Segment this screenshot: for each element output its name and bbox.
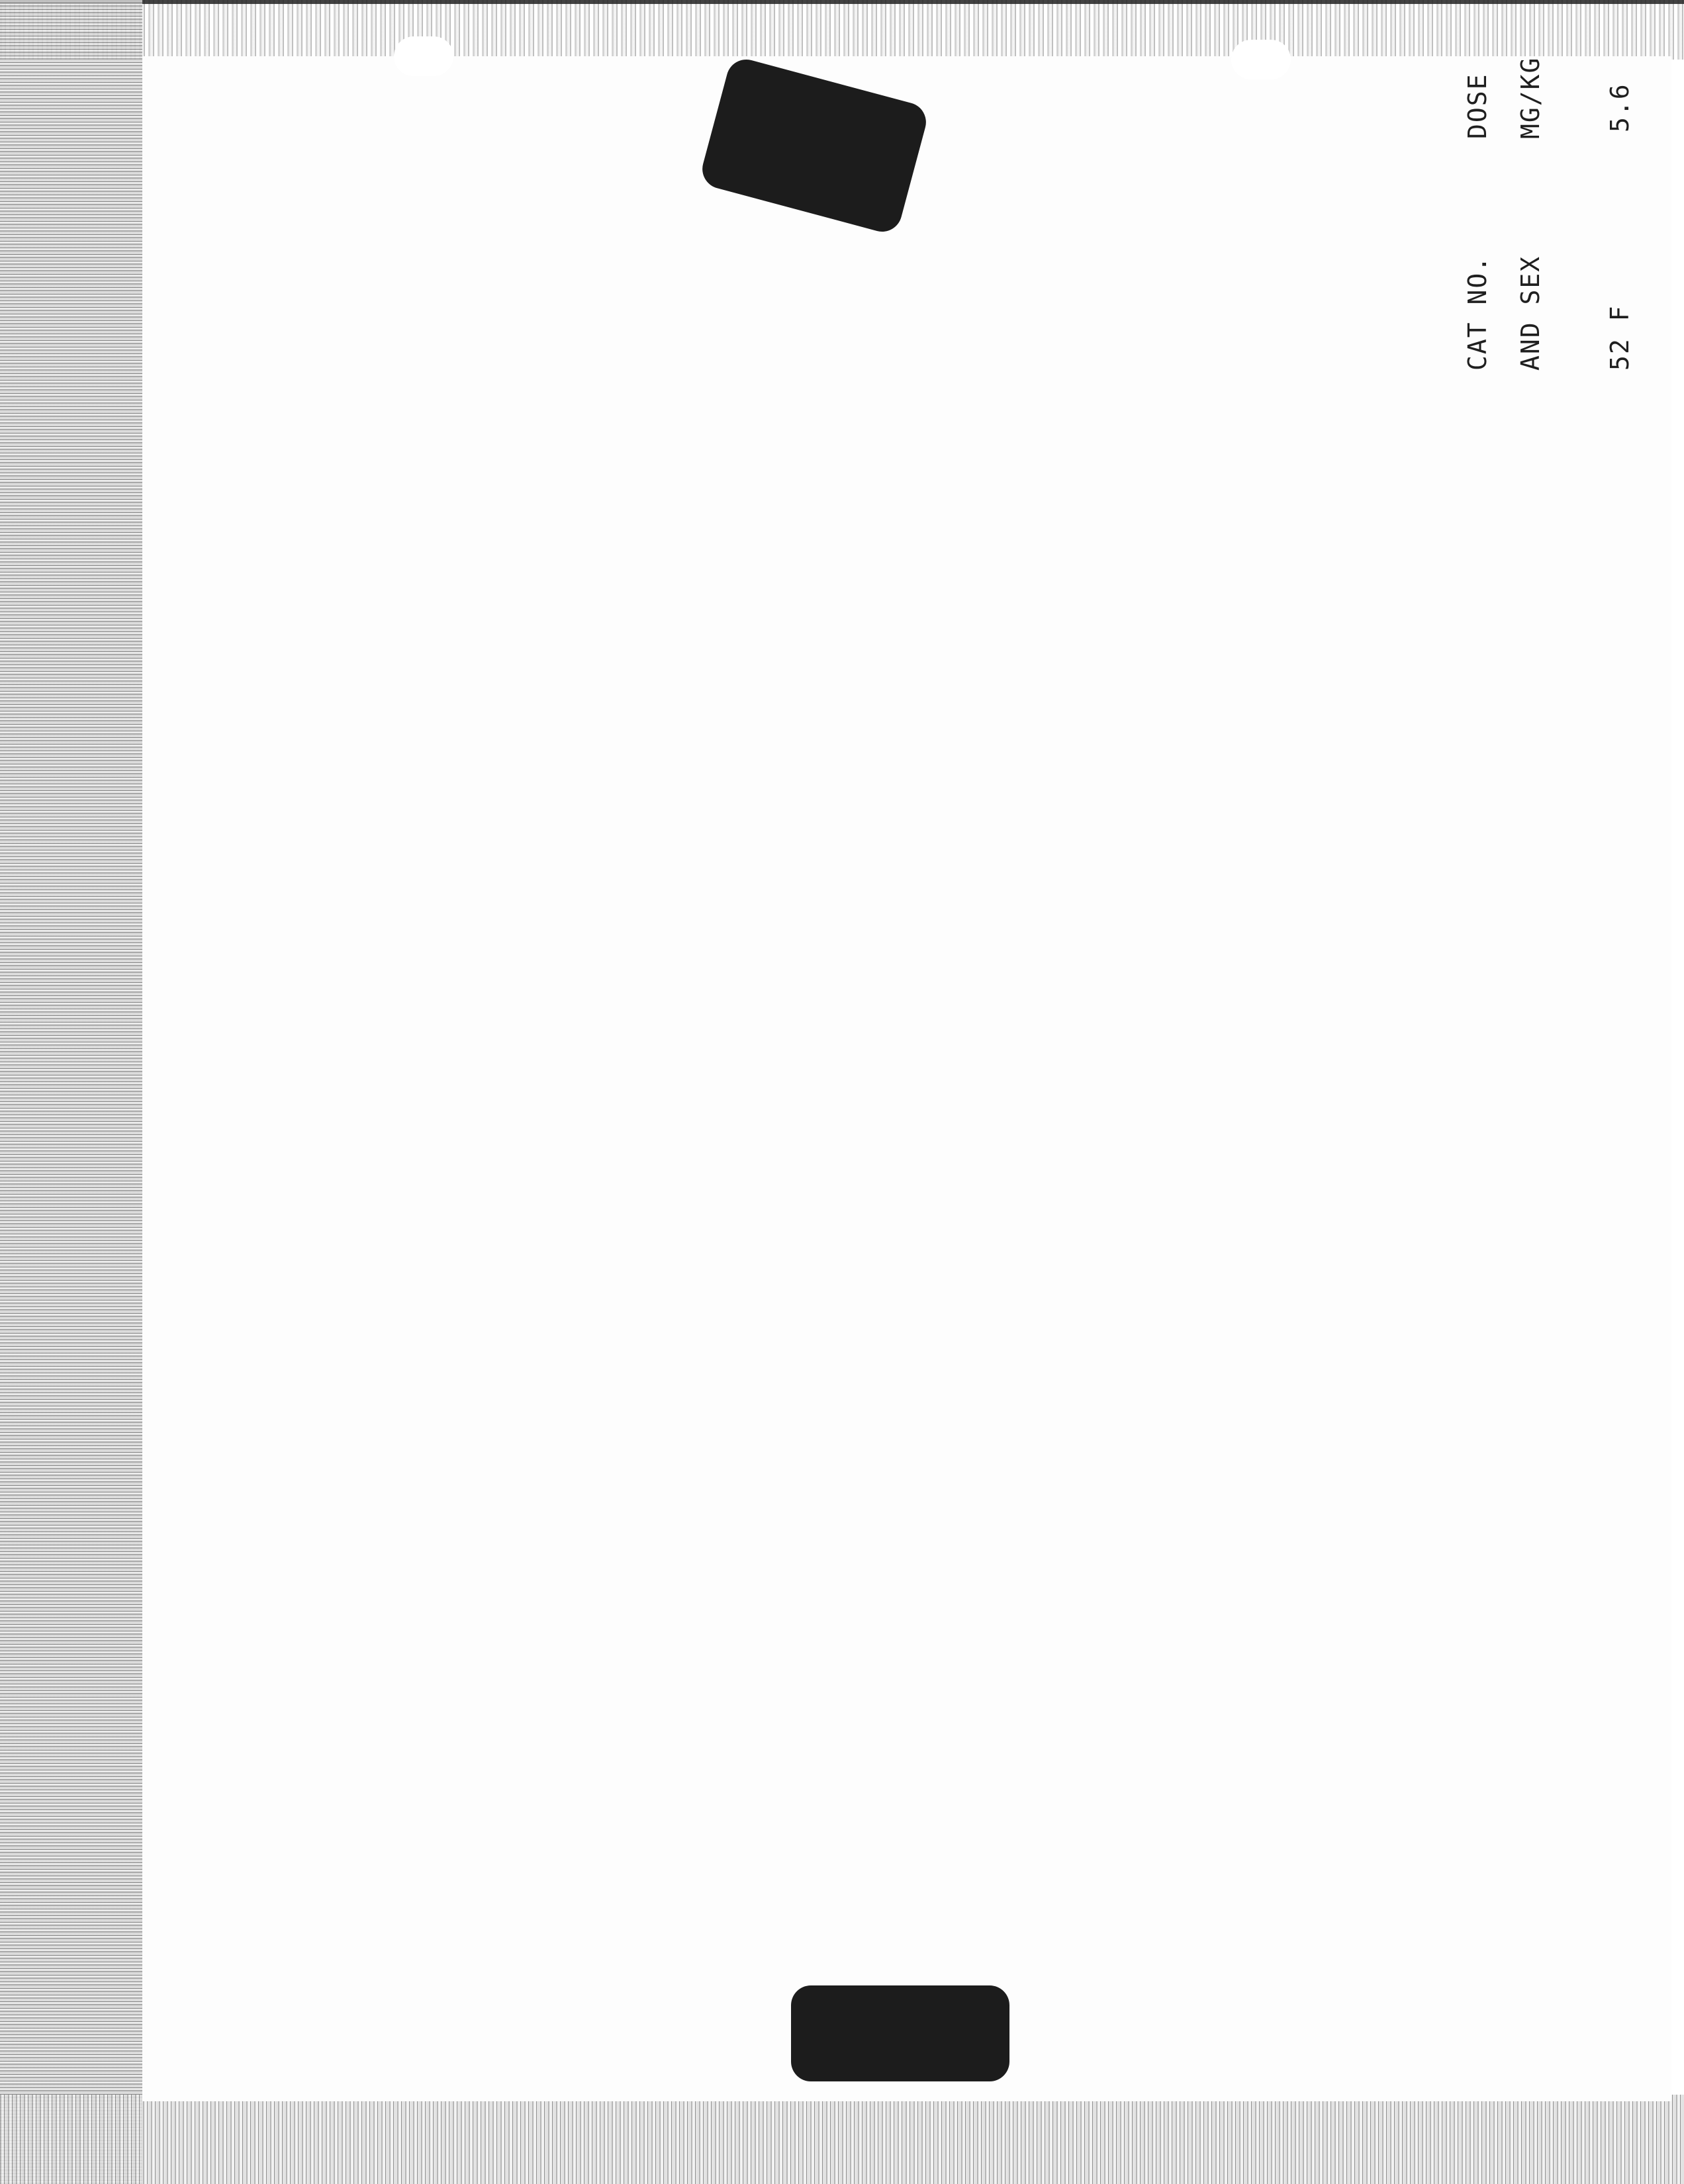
header-dose-line1: DOSE	[1463, 73, 1492, 139]
dose-value: 5.6	[1605, 83, 1634, 132]
redaction-mark-bottom	[791, 1985, 1009, 2081]
scan-edge-bottom	[0, 2095, 1684, 2184]
header-cat-line1: CAT NO.	[1463, 255, 1492, 371]
header-cat-line2: AND SEX	[1516, 255, 1545, 371]
punch-hole-top	[394, 36, 453, 76]
rotated-document	[1324, 0, 1684, 397]
scan-edge-left	[0, 0, 142, 2184]
punch-hole-right	[1231, 40, 1291, 79]
cat-id: 52 F	[1605, 304, 1634, 371]
header-dose-line2: MG/KG	[1516, 56, 1545, 139]
